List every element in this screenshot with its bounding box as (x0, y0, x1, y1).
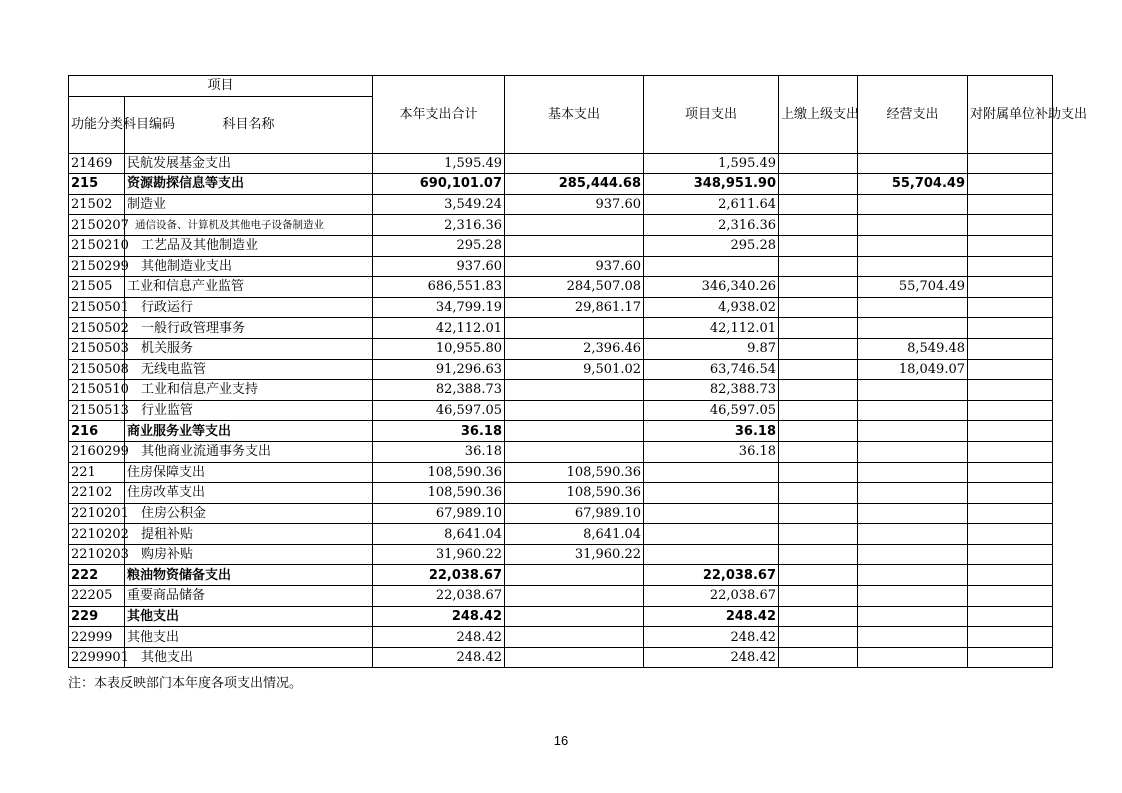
basic-expenditure-cell (505, 441, 644, 462)
page-number: 16 (553, 733, 569, 748)
subject-name-cell: 一般行政管理事务 (125, 318, 373, 339)
subsidiary-subsidy-cell (968, 606, 1053, 627)
table-row (69, 483, 1053, 504)
project-expenditure-cell: 248.42 (644, 606, 779, 627)
basic-expenditure-cell (505, 627, 644, 648)
subsidiary-subsidy-cell (968, 338, 1053, 359)
subject-code-cell: 229 (69, 606, 125, 627)
total-expenditure-cell: 1,595.49 (373, 153, 505, 174)
operating-expenditure-cell (858, 462, 968, 483)
table-row (69, 565, 1053, 586)
subject-name-cell: 机关服务 (125, 338, 373, 359)
project-expenditure-cell: 2,611.64 (644, 194, 779, 215)
basic-expenditure-cell (505, 586, 644, 607)
upper-level-remittance-cell (779, 462, 858, 483)
table-body (69, 153, 1053, 668)
total-expenditure-cell: 34,799.19 (373, 297, 505, 318)
operating-expenditure-cell (858, 215, 968, 236)
subject-name-cell: 工业和信息产业监管 (125, 277, 373, 298)
project-expenditure-cell (644, 483, 779, 504)
subsidiary-subsidy-cell (968, 153, 1053, 174)
table-row (69, 544, 1053, 565)
subsidiary-subsidy-cell (968, 441, 1053, 462)
table-row (69, 400, 1053, 421)
table-row (69, 194, 1053, 215)
subsidiary-subsidy-cell (968, 462, 1053, 483)
subsidiary-subsidy-cell (968, 586, 1053, 607)
header-subject-name: 科目名称 (125, 96, 373, 153)
subject-code-cell: 2150207 (69, 215, 125, 236)
upper-level-remittance-cell (779, 606, 858, 627)
subsidiary-subsidy-cell (968, 277, 1053, 298)
basic-expenditure-cell (505, 318, 644, 339)
total-expenditure-cell: 22,038.67 (373, 586, 505, 607)
operating-expenditure-cell (858, 544, 968, 565)
upper-level-remittance-cell (779, 627, 858, 648)
table-row (69, 524, 1053, 545)
project-expenditure-cell: 46,597.05 (644, 400, 779, 421)
total-expenditure-cell: 108,590.36 (373, 462, 505, 483)
subject-name-cell: 提租补贴 (125, 524, 373, 545)
subject-code-cell: 222 (69, 565, 125, 586)
upper-level-remittance-cell (779, 483, 858, 504)
table-row (69, 256, 1053, 277)
subject-code-cell: 22205 (69, 586, 125, 607)
subsidiary-subsidy-cell (968, 627, 1053, 648)
project-expenditure-cell: 9.87 (644, 338, 779, 359)
total-expenditure-cell: 937.60 (373, 256, 505, 277)
basic-expenditure-cell (505, 421, 644, 442)
total-expenditure-cell: 686,551.83 (373, 277, 505, 298)
subject-code-cell: 2150513 (69, 400, 125, 421)
total-expenditure-cell: 22,038.67 (373, 565, 505, 586)
basic-expenditure-cell (505, 380, 644, 401)
table-row (69, 380, 1053, 401)
subsidiary-subsidy-cell (968, 483, 1053, 504)
total-expenditure-cell: 91,296.63 (373, 359, 505, 380)
project-expenditure-cell (644, 503, 779, 524)
table-row (69, 297, 1053, 318)
upper-level-remittance-cell (779, 235, 858, 256)
total-expenditure-cell: 8,641.04 (373, 524, 505, 545)
subject-code-cell: 2210203 (69, 544, 125, 565)
table-row (69, 318, 1053, 339)
total-expenditure-cell: 3,549.24 (373, 194, 505, 215)
total-expenditure-cell: 10,955.80 (373, 338, 505, 359)
total-expenditure-cell: 67,989.10 (373, 503, 505, 524)
subject-name-cell: 其他支出 (125, 627, 373, 648)
basic-expenditure-cell: 9,501.02 (505, 359, 644, 380)
operating-expenditure-cell (858, 647, 968, 668)
basic-expenditure-cell: 67,989.10 (505, 503, 644, 524)
basic-expenditure-cell (505, 215, 644, 236)
basic-expenditure-cell: 937.60 (505, 194, 644, 215)
project-expenditure-cell: 4,938.02 (644, 297, 779, 318)
table-row (69, 235, 1053, 256)
subject-code-cell: 21502 (69, 194, 125, 215)
operating-expenditure-cell: 55,704.49 (858, 174, 968, 195)
subject-code-cell: 2150502 (69, 318, 125, 339)
project-expenditure-cell: 63,746.54 (644, 359, 779, 380)
total-expenditure-cell: 295.28 (373, 235, 505, 256)
operating-expenditure-cell (858, 483, 968, 504)
subject-code-cell: 22102 (69, 483, 125, 504)
operating-expenditure-cell (858, 400, 968, 421)
basic-expenditure-cell: 108,590.36 (505, 483, 644, 504)
project-expenditure-cell: 82,388.73 (644, 380, 779, 401)
table-row (69, 627, 1053, 648)
upper-level-remittance-cell (779, 194, 858, 215)
total-expenditure-cell: 42,112.01 (373, 318, 505, 339)
subject-name-cell: 资源勘探信息等支出 (125, 174, 373, 195)
header-subsidiary-subsidy: 对附属单位补助支出 (968, 76, 1053, 154)
basic-expenditure-cell: 8,641.04 (505, 524, 644, 545)
subject-code-cell: 2210202 (69, 524, 125, 545)
project-expenditure-cell: 248.42 (644, 627, 779, 648)
subsidiary-subsidy-cell (968, 544, 1053, 565)
total-expenditure-cell: 31,960.22 (373, 544, 505, 565)
subsidiary-subsidy-cell (968, 256, 1053, 277)
subject-name-cell: 制造业 (125, 194, 373, 215)
subject-code-cell: 2150299 (69, 256, 125, 277)
subsidiary-subsidy-cell (968, 174, 1053, 195)
operating-expenditure-cell (858, 318, 968, 339)
basic-expenditure-cell: 29,861.17 (505, 297, 644, 318)
basic-expenditure-cell: 285,444.68 (505, 174, 644, 195)
subject-code-cell: 22999 (69, 627, 125, 648)
subject-name-cell: 其他支出 (125, 647, 373, 668)
project-expenditure-cell: 248.42 (644, 647, 779, 668)
subsidiary-subsidy-cell (968, 524, 1053, 545)
subject-code-cell: 2160299 (69, 441, 125, 462)
project-expenditure-cell: 346,340.26 (644, 277, 779, 298)
total-expenditure-cell: 690,101.07 (373, 174, 505, 195)
subject-name-cell: 通信设备、计算机及其他电子设备制造业 (125, 215, 373, 236)
total-expenditure-cell: 108,590.36 (373, 483, 505, 504)
table-row (69, 359, 1053, 380)
subject-name-cell: 其他商业流通事务支出 (125, 441, 373, 462)
table-row (69, 153, 1053, 174)
project-expenditure-cell (644, 524, 779, 545)
upper-level-remittance-cell (779, 421, 858, 442)
table-footnote: 注：本表反映部门本年度各项支出情况。 (68, 676, 303, 691)
subject-name-cell: 工业和信息产业支持 (125, 380, 373, 401)
upper-level-remittance-cell (779, 256, 858, 277)
project-expenditure-cell (644, 256, 779, 277)
subject-name-cell: 住房公积金 (125, 503, 373, 524)
total-expenditure-cell: 36.18 (373, 421, 505, 442)
header-basic-expenditure: 基本支出 (505, 76, 644, 154)
project-expenditure-cell (644, 462, 779, 483)
subsidiary-subsidy-cell (968, 318, 1053, 339)
basic-expenditure-cell: 937.60 (505, 256, 644, 277)
subsidiary-subsidy-cell (968, 194, 1053, 215)
header-function-code: 功能分类科目编码 (69, 96, 125, 153)
header-project-group: 项目 (69, 76, 373, 97)
total-expenditure-cell: 248.42 (373, 627, 505, 648)
basic-expenditure-cell: 284,507.08 (505, 277, 644, 298)
project-expenditure-cell: 42,112.01 (644, 318, 779, 339)
upper-level-remittance-cell (779, 400, 858, 421)
project-expenditure-cell (644, 544, 779, 565)
operating-expenditure-cell (858, 524, 968, 545)
table-row (69, 215, 1053, 236)
basic-expenditure-cell (505, 565, 644, 586)
upper-level-remittance-cell (779, 503, 858, 524)
subject-code-cell: 2150508 (69, 359, 125, 380)
operating-expenditure-cell (858, 586, 968, 607)
total-expenditure-cell: 2,316.36 (373, 215, 505, 236)
subject-name-cell: 重要商品储备 (125, 586, 373, 607)
header-total-expenditure: 本年支出合计 (373, 76, 505, 154)
subject-code-cell: 216 (69, 421, 125, 442)
upper-level-remittance-cell (779, 174, 858, 195)
subject-name-cell: 住房改革支出 (125, 483, 373, 504)
upper-level-remittance-cell (779, 318, 858, 339)
upper-level-remittance-cell (779, 380, 858, 401)
subsidiary-subsidy-cell (968, 565, 1053, 586)
subsidiary-subsidy-cell (968, 400, 1053, 421)
project-expenditure-cell: 2,316.36 (644, 215, 779, 236)
project-expenditure-cell: 1,595.49 (644, 153, 779, 174)
project-expenditure-cell: 295.28 (644, 235, 779, 256)
upper-level-remittance-cell (779, 647, 858, 668)
subject-name-cell: 民航发展基金支出 (125, 153, 373, 174)
operating-expenditure-cell: 8,549.48 (858, 338, 968, 359)
operating-expenditure-cell (858, 421, 968, 442)
subject-code-cell: 2210201 (69, 503, 125, 524)
basic-expenditure-cell: 31,960.22 (505, 544, 644, 565)
upper-level-remittance-cell (779, 565, 858, 586)
subject-name-cell: 其他支出 (125, 606, 373, 627)
subsidiary-subsidy-cell (968, 421, 1053, 442)
subject-code-cell: 215 (69, 174, 125, 195)
operating-expenditure-cell: 55,704.49 (858, 277, 968, 298)
basic-expenditure-cell: 108,590.36 (505, 462, 644, 483)
table-row (69, 606, 1053, 627)
operating-expenditure-cell (858, 153, 968, 174)
operating-expenditure-cell (858, 256, 968, 277)
subsidiary-subsidy-cell (968, 647, 1053, 668)
project-expenditure-cell: 36.18 (644, 441, 779, 462)
basic-expenditure-cell (505, 153, 644, 174)
upper-level-remittance-cell (779, 297, 858, 318)
basic-expenditure-cell (505, 400, 644, 421)
table-row (69, 586, 1053, 607)
upper-level-remittance-cell (779, 441, 858, 462)
table-row (69, 462, 1053, 483)
table-row (69, 174, 1053, 195)
subject-code-cell: 221 (69, 462, 125, 483)
table-row (69, 503, 1053, 524)
subject-name-cell: 商业服务业等支出 (125, 421, 373, 442)
project-expenditure-cell: 348,951.90 (644, 174, 779, 195)
total-expenditure-cell: 82,388.73 (373, 380, 505, 401)
project-expenditure-cell: 36.18 (644, 421, 779, 442)
subject-name-cell: 工艺品及其他制造业 (125, 235, 373, 256)
subject-code-cell: 2299901 (69, 647, 125, 668)
total-expenditure-cell: 46,597.05 (373, 400, 505, 421)
header-upper-level-remittance: 上缴上级支出 (779, 76, 858, 154)
operating-expenditure-cell (858, 380, 968, 401)
subsidiary-subsidy-cell (968, 380, 1053, 401)
upper-level-remittance-cell (779, 215, 858, 236)
upper-level-remittance-cell (779, 277, 858, 298)
operating-expenditure-cell (858, 606, 968, 627)
subsidiary-subsidy-cell (968, 359, 1053, 380)
header-operating-expenditure: 经营支出 (858, 76, 968, 154)
header-project-expenditure: 项目支出 (644, 76, 779, 154)
subject-name-cell: 购房补贴 (125, 544, 373, 565)
table-row (69, 421, 1053, 442)
subject-name-cell: 无线电监管 (125, 359, 373, 380)
basic-expenditure-cell (505, 606, 644, 627)
upper-level-remittance-cell (779, 359, 858, 380)
operating-expenditure-cell (858, 297, 968, 318)
upper-level-remittance-cell (779, 586, 858, 607)
subsidiary-subsidy-cell (968, 215, 1053, 236)
basic-expenditure-cell (505, 647, 644, 668)
table-row (69, 338, 1053, 359)
operating-expenditure-cell (858, 235, 968, 256)
basic-expenditure-cell: 2,396.46 (505, 338, 644, 359)
operating-expenditure-cell (858, 194, 968, 215)
subject-code-cell: 2150510 (69, 380, 125, 401)
table-header (69, 76, 1088, 154)
basic-expenditure-cell (505, 235, 644, 256)
subject-code-cell: 21505 (69, 277, 125, 298)
subject-name-cell: 行业监管 (125, 400, 373, 421)
subject-code-cell: 21469 (69, 153, 125, 174)
subject-name-cell: 粮油物资储备支出 (125, 565, 373, 586)
total-expenditure-cell: 248.42 (373, 647, 505, 668)
subsidiary-subsidy-cell (968, 235, 1053, 256)
total-expenditure-cell: 36.18 (373, 441, 505, 462)
subsidiary-subsidy-cell (968, 297, 1053, 318)
expenditure-table (68, 75, 1088, 668)
upper-level-remittance-cell (779, 153, 858, 174)
operating-expenditure-cell (858, 565, 968, 586)
operating-expenditure-cell (858, 441, 968, 462)
operating-expenditure-cell: 18,049.07 (858, 359, 968, 380)
subject-code-cell: 2150210 (69, 235, 125, 256)
subject-name-cell: 住房保障支出 (125, 462, 373, 483)
table-row (69, 277, 1053, 298)
table-row (69, 441, 1053, 462)
subsidiary-subsidy-cell (968, 503, 1053, 524)
upper-level-remittance-cell (779, 338, 858, 359)
project-expenditure-cell: 22,038.67 (644, 565, 779, 586)
upper-level-remittance-cell (779, 544, 858, 565)
subject-name-cell: 行政运行 (125, 297, 373, 318)
operating-expenditure-cell (858, 627, 968, 648)
upper-level-remittance-cell (779, 524, 858, 545)
operating-expenditure-cell (858, 503, 968, 524)
table-row (69, 647, 1053, 668)
subject-code-cell: 2150501 (69, 297, 125, 318)
project-expenditure-cell: 22,038.67 (644, 586, 779, 607)
subject-code-cell: 2150503 (69, 338, 125, 359)
total-expenditure-cell: 248.42 (373, 606, 505, 627)
subject-name-cell: 其他制造业支出 (125, 256, 373, 277)
